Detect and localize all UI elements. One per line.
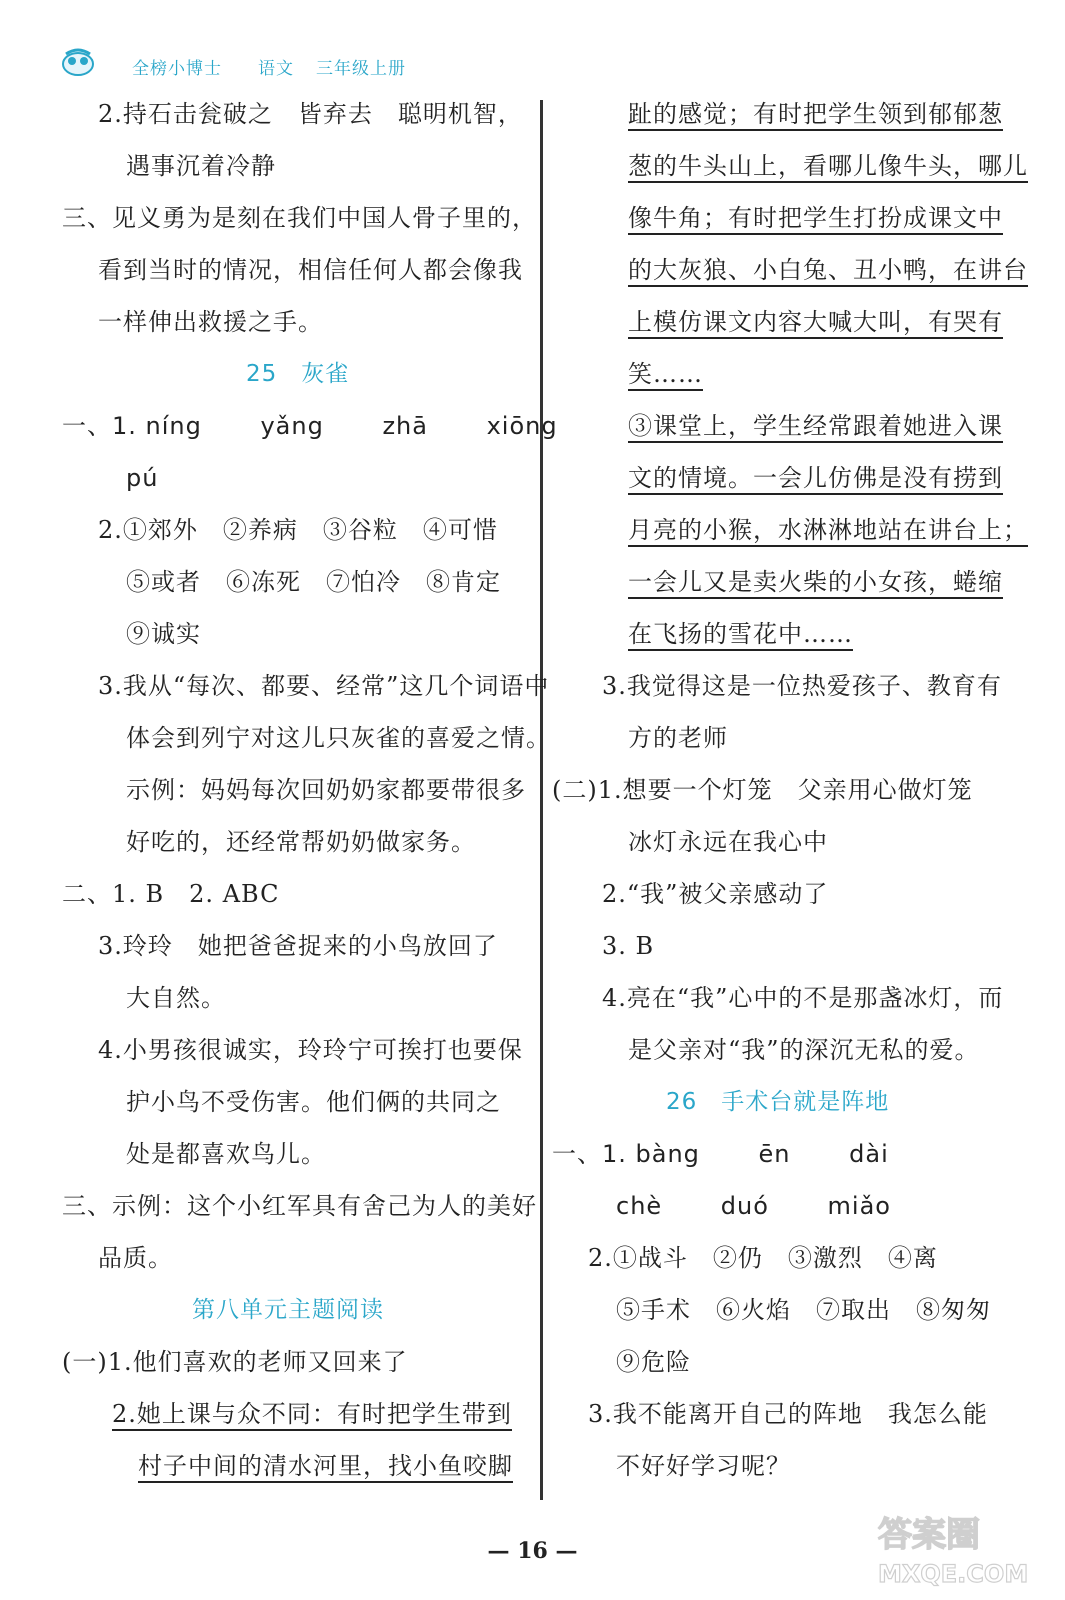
answer-line (98, 660, 549, 712)
series-name: 全榜小博士 (132, 59, 222, 79)
answer-text: 笑…… (628, 360, 703, 391)
watermark-brand: 答案圈 (878, 1515, 980, 1555)
answer-text: 4.小男孩很诚实，玲玲宁可挨打也要保 (98, 1036, 523, 1064)
answer-line (616, 1284, 991, 1336)
answer-line (98, 1232, 173, 1284)
page-header (60, 48, 480, 82)
answer-line (62, 868, 279, 920)
answer-text: 一会儿又是卖火柴的小女孩，蜷缩 (628, 568, 1003, 599)
answer-text: (一)1.他们喜欢的老师又回来了 (62, 1348, 408, 1376)
answer-text: ⑤手术 ⑥火焰 ⑦取出 ⑧匆匆 (616, 1296, 991, 1324)
answer-line (588, 1232, 938, 1284)
answer-line (616, 1336, 691, 1388)
answer-line (126, 764, 526, 816)
answer-line (602, 660, 1002, 712)
answer-text: pú (126, 464, 159, 492)
section-title (246, 348, 349, 400)
answer-text: 二、1. B 2. ABC (62, 880, 280, 908)
answer-text: 的大灰狼、小白兔、丑小鸭，在讲台 (628, 256, 1028, 287)
answer-text: 2.①郊外 ②养病 ③谷粒 ④可惜 (98, 516, 498, 544)
answer-line (98, 88, 523, 140)
answer-text: 3.我不能离开自己的阵地 我怎么能 (588, 1400, 988, 1428)
answer-line (98, 244, 523, 296)
answer-line (126, 452, 158, 504)
answer-line (628, 400, 1003, 452)
answer-text: 在飞扬的雪花中…… (628, 620, 853, 651)
answer-text: 25 灰雀 (246, 361, 350, 387)
answer-line (98, 504, 498, 556)
answer-text: 3.我觉得这是一位热爱孩子、教育有 (602, 672, 1002, 700)
answer-line (628, 140, 1028, 192)
answer-line (126, 972, 226, 1024)
answer-line (628, 452, 1003, 504)
answer-line (98, 296, 323, 348)
answer-line (126, 140, 276, 192)
answer-line (552, 764, 973, 816)
answer-line (126, 1076, 501, 1128)
answer-line (62, 400, 558, 452)
answer-line (628, 348, 703, 400)
answer-text: (二)1.想要一个灯笼 父亲用心做灯笼 (552, 776, 973, 804)
answer-text: 4.亮在“我”心中的不是那盏冰灯，而 (602, 984, 1004, 1012)
answer-line (628, 1024, 980, 1076)
answer-text: 是父亲对“我”的深沉无私的爱。 (628, 1036, 980, 1064)
answer-text: 示例：妈妈每次回奶奶家都要带很多 (126, 776, 526, 804)
answer-text: 趾的感觉；有时把学生领到郁郁葱 (628, 100, 1003, 131)
owl-logo-icon (60, 48, 96, 78)
answer-text: ③课堂上，学生经常跟着她进入课 (628, 412, 1003, 443)
grade-name: 三年级上册 (316, 59, 406, 79)
answer-text: 护小鸟不受伤害。他们俩的共同之 (126, 1088, 501, 1116)
answer-text: 好吃的，还经常帮奶奶做家务。 (126, 828, 476, 856)
section-title (192, 1284, 384, 1336)
answer-line (98, 920, 498, 972)
answer-text: chè duó miǎo (616, 1192, 891, 1220)
answer-line (112, 1388, 512, 1440)
answer-text: 方的老师 (628, 724, 728, 752)
answer-text: 一、1. níng yǎng zhā xiōng (62, 412, 558, 440)
answer-line (126, 816, 476, 868)
answer-text: 体会到列宁对这儿只灰雀的喜爱之情。 (126, 724, 551, 752)
answer-text: 月亮的小猴，水淋淋地站在讲台上； (628, 516, 1028, 547)
answer-text: 文的情境。一会儿仿佛是没有捞到 (628, 464, 1003, 495)
answer-text: 遇事沉着冷静 (126, 152, 276, 180)
answer-text: 第八单元主题阅读 (192, 1297, 384, 1323)
answer-text: 2.她上课与众不同：有时把学生带到 (112, 1400, 512, 1431)
answer-line (126, 556, 501, 608)
answer-line (602, 868, 828, 920)
answer-line (62, 1336, 408, 1388)
answer-text: 3.玲玲 她把爸爸捉来的小鸟放回了 (98, 932, 498, 960)
answer-text: 村子中间的清水河里，找小鱼咬脚 (138, 1452, 513, 1483)
answer-text: 冰灯永远在我心中 (628, 828, 828, 856)
answer-text: ⑨诚实 (126, 620, 201, 648)
answer-text: 一样伸出救援之手。 (98, 308, 323, 336)
answer-line (628, 608, 853, 660)
answer-text: 像牛角；有时把学生打扮成课文中 (628, 204, 1003, 235)
answer-line (602, 920, 654, 972)
answer-text: 2.①战斗 ②仍 ③激烈 ④离 (588, 1244, 938, 1272)
answer-text: 大自然。 (126, 984, 226, 1012)
answer-text: 上模仿课文内容大喊大叫，有哭有 (628, 308, 1003, 339)
answer-line (628, 556, 1003, 608)
answer-line (628, 244, 1028, 296)
answer-line (628, 712, 728, 764)
answer-line (138, 1440, 513, 1492)
answer-line (628, 296, 1003, 348)
answer-line (628, 192, 1003, 244)
answer-text: 一、1. bàng ēn dài (552, 1140, 889, 1168)
answer-text: 葱的牛头山上，看哪儿像牛头，哪儿 (628, 152, 1028, 183)
answer-line (126, 712, 551, 764)
answer-text: 三、示例：这个小红军具有舍己为人的美好 (62, 1192, 537, 1220)
answer-line (616, 1440, 791, 1492)
page-number: — 16 — (487, 1538, 578, 1564)
answer-line (62, 1180, 537, 1232)
answer-line (616, 1180, 891, 1232)
answer-line (62, 192, 537, 244)
subject-name: 语文 (258, 59, 294, 79)
answer-line (126, 1128, 326, 1180)
answer-line (552, 1128, 889, 1180)
answer-text: 3. B (602, 932, 655, 960)
answer-text: 2.持石击瓮破之 皆弃去 聪明机智， (98, 100, 523, 128)
answer-text: ⑤或者 ⑥冻死 ⑦怕冷 ⑧肯定 (126, 568, 501, 596)
answer-text: 3.我从“每次、都要、经常”这几个词语中 (98, 672, 550, 700)
answer-text: 不好好学习呢？ (616, 1452, 791, 1480)
answer-text: 品质。 (98, 1244, 173, 1272)
column-divider (540, 100, 543, 1500)
answer-text: 三、见义勇为是刻在我们中国人骨子里的， (62, 204, 537, 232)
answer-text: 处是都喜欢鸟儿。 (126, 1140, 326, 1168)
answer-line (98, 1024, 523, 1076)
answer-line (126, 608, 201, 660)
answer-text: 26 手术台就是阵地 (666, 1089, 890, 1115)
answer-line (628, 504, 1028, 556)
answer-line (602, 972, 1003, 1024)
answer-line (588, 1388, 988, 1440)
answer-text: 看到当时的情况，相信任何人都会像我 (98, 256, 523, 284)
section-title (666, 1076, 889, 1128)
answer-line (628, 88, 1003, 140)
watermark-logo (872, 1506, 1032, 1590)
answer-line (628, 816, 828, 868)
watermark-url: MXQE.COM (878, 1560, 1029, 1588)
answer-text: 2.“我”被父亲感动了 (602, 880, 829, 908)
answer-text: ⑨危险 (616, 1348, 691, 1376)
